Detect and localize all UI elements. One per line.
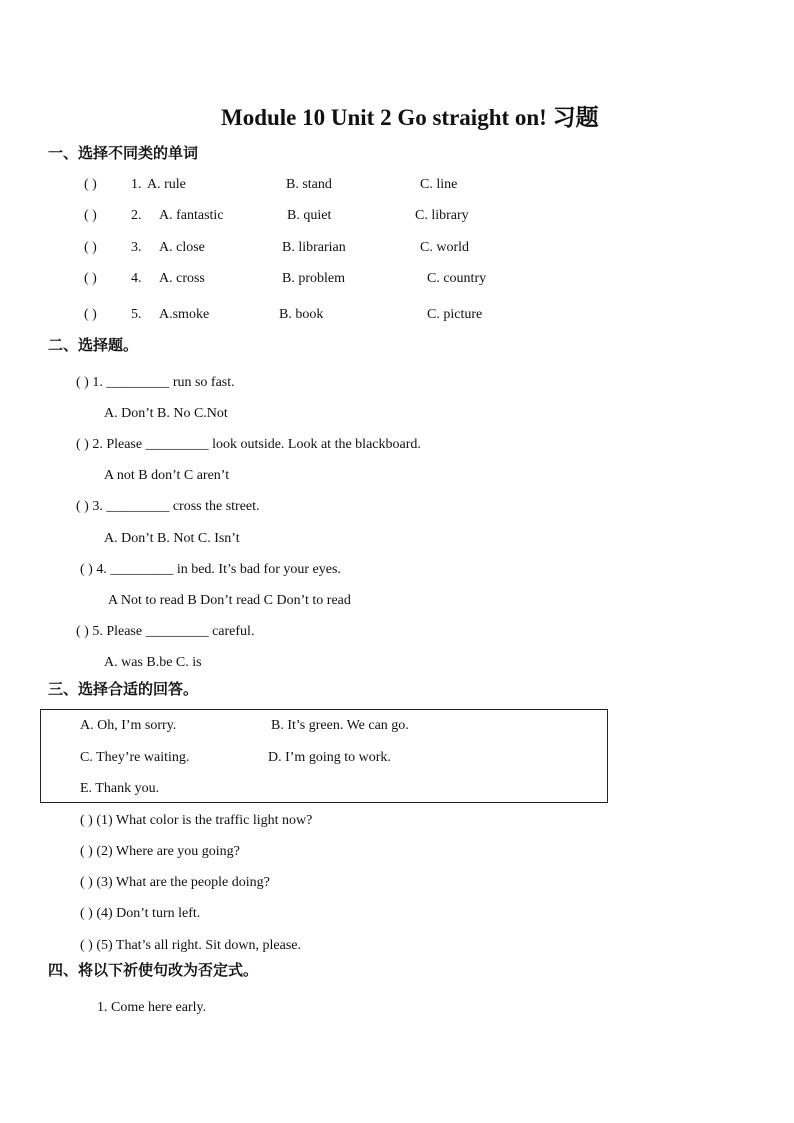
question-options: A. Don’t B. No C.Not <box>104 406 228 421</box>
matching-question: ( ) (3) What are the people doing? <box>80 875 270 890</box>
section-1-heading: 一、选择不同类的单词 <box>48 144 199 162</box>
answer-bracket[interactable]: ( ) <box>84 240 97 255</box>
answer-bracket[interactable]: ( ) <box>84 307 97 322</box>
answer-option-b: B. It’s green. We can go. <box>271 718 409 733</box>
section-3-heading: 三、选择合适的回答。 <box>48 680 199 698</box>
option-b: B. librarian <box>282 240 346 255</box>
answer-bracket[interactable]: ( ) <box>84 177 97 192</box>
answer-option-c: C. They’re waiting. <box>80 750 190 765</box>
question-options: A. was B.be C. is <box>104 655 202 670</box>
answer-bracket[interactable]: ( ) <box>84 271 97 286</box>
matching-question: ( ) (1) What color is the traffic light now? <box>80 813 313 828</box>
question-stem: ( ) 1. _________ run so fast. <box>76 375 235 390</box>
option-a: A. cross <box>159 271 205 286</box>
answer-option-e: E. Thank you. <box>80 781 160 796</box>
option-c: C. country <box>427 271 487 286</box>
question-number: 1. <box>131 177 142 192</box>
rewrite-item: 1. Come here early. <box>97 1000 207 1015</box>
option-a: A. fantastic <box>159 208 224 223</box>
question-stem: ( ) 4. _________ in bed. It’s bad for your eyes. <box>80 562 341 577</box>
question-number: 2. <box>131 208 142 223</box>
question-number: 5. <box>131 307 142 322</box>
option-c: C. line <box>420 177 458 192</box>
question-options: A. Don’t B. Not C. Isn’t <box>104 531 240 546</box>
question-options: A not B don’t C aren’t <box>104 468 230 483</box>
option-c: C. picture <box>427 307 483 322</box>
option-b: B. quiet <box>287 208 332 223</box>
option-c: C. world <box>420 240 469 255</box>
matching-question: ( ) (2) Where are you going? <box>80 844 240 859</box>
page-title: Module 10 Unit 2 Go straight on! 习题 <box>221 105 599 130</box>
option-a: A. rule <box>147 177 186 192</box>
answer-bracket[interactable]: ( ) <box>84 208 97 223</box>
option-b: B. stand <box>286 177 332 192</box>
question-options: A Not to read B Don’t read C Don’t to read <box>108 593 351 608</box>
option-b: B. problem <box>282 271 345 286</box>
option-a: A.smoke <box>159 307 210 322</box>
answer-option-d: D. I’m going to work. <box>268 750 391 765</box>
section-4-heading: 四、将以下祈使句改为否定式。 <box>48 961 259 979</box>
question-stem: ( ) 5. Please _________ careful. <box>76 624 255 639</box>
question-stem: ( ) 3. _________ cross the street. <box>76 499 260 514</box>
question-number: 4. <box>131 271 142 286</box>
option-c: C. library <box>415 208 469 223</box>
option-b: B. book <box>279 307 324 322</box>
answer-option-a: A. Oh, I’m sorry. <box>80 718 177 733</box>
question-stem: ( ) 2. Please _________ look outside. Look at the blackboard. <box>76 437 421 452</box>
question-number: 3. <box>131 240 142 255</box>
option-a: A. close <box>159 240 205 255</box>
section-2-heading: 二、选择题。 <box>48 336 139 354</box>
matching-question: ( ) (4) Don’t turn left. <box>80 906 201 921</box>
matching-question: ( ) (5) That’s all right. Sit down, please. <box>80 938 301 953</box>
